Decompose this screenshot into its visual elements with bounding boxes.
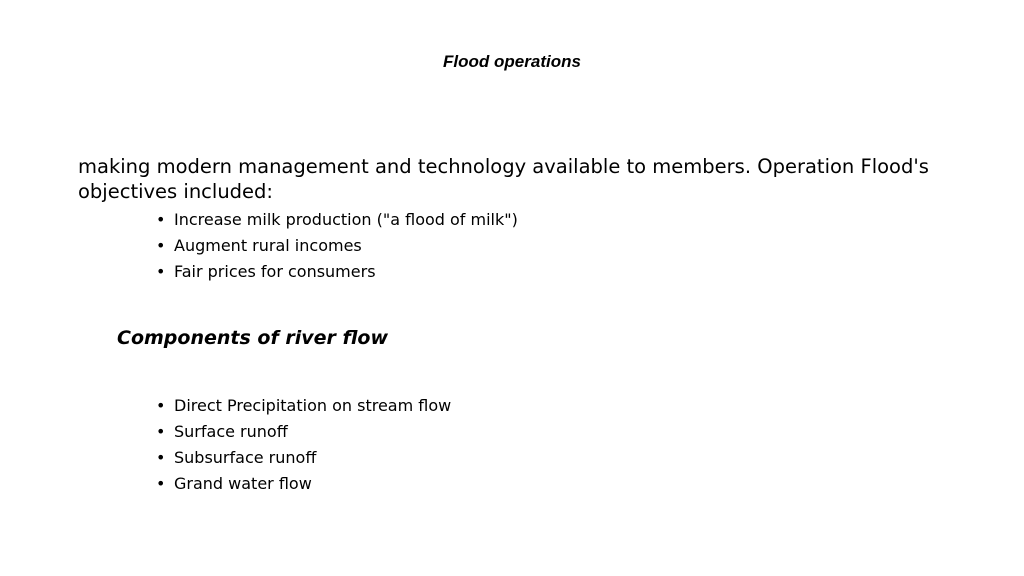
bullet-icon: • — [156, 396, 166, 415]
list-item — [156, 259, 518, 285]
list-item — [156, 419, 451, 445]
component-text: Subsurface runoff — [174, 448, 317, 467]
list-item — [156, 393, 451, 419]
bullet-icon: • — [156, 210, 166, 229]
list-item — [156, 471, 451, 497]
slide-title: Flood operations — [443, 52, 581, 71]
component-text: Grand water flow — [174, 474, 312, 493]
list-item — [156, 233, 518, 259]
component-text: Direct Precipitation on stream flow — [174, 396, 452, 415]
objectives-list — [156, 207, 518, 285]
bullet-icon: • — [156, 262, 166, 281]
components-list — [156, 393, 451, 497]
objective-text: Augment rural incomes — [174, 236, 362, 255]
objective-text: Increase milk production ("a flood of milk") — [174, 210, 518, 229]
bullet-icon: • — [156, 474, 166, 493]
bullet-icon: • — [156, 236, 166, 255]
list-item — [156, 445, 451, 471]
intro-paragraph: making modern management and technology available to members. Operation Flood's objectives included: — [78, 155, 929, 203]
objective-text: Fair prices for consumers — [174, 262, 376, 281]
list-item — [156, 207, 518, 233]
section-heading: Components of river flow — [117, 327, 389, 349]
bullet-icon: • — [156, 422, 166, 441]
bullet-icon: • — [156, 448, 166, 467]
component-text: Surface runoff — [174, 422, 288, 441]
